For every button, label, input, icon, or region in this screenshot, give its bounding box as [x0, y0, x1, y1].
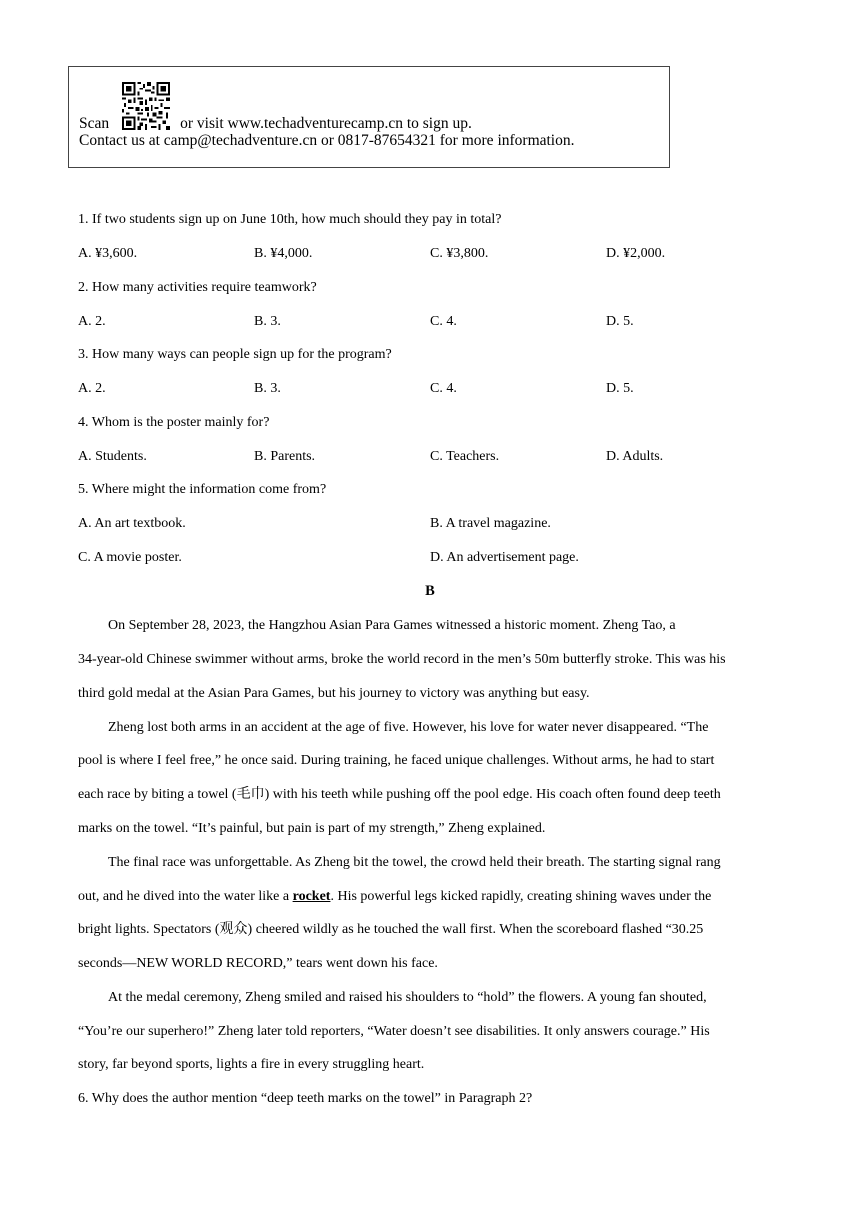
- question-5-option-c[interactable]: C. A movie poster.: [78, 550, 182, 565]
- section-b-title: B: [425, 583, 435, 599]
- passage-line: Zheng lost both arms in an accident at the age of five. However, his love for water never disappeared. “The: [108, 720, 709, 735]
- passage-text: . His powerful legs kicked rapidly, creating shining waves under the: [330, 889, 712, 904]
- passage-line: each race by biting a towel (毛巾) with his teeth while pushing off the pool edge. His coach often found deep teeth: [78, 787, 721, 802]
- question-2-option-d[interactable]: D. 5.: [606, 314, 634, 329]
- passage-line: At the medal ceremony, Zheng smiled and raised his shoulders to “hold” the flowers. A young fan shouted,: [108, 990, 707, 1005]
- passage-line: “You’re our superhero!” Zheng later told reporters, “Water doesn’t see disabilities. It only answers courage.” His: [78, 1024, 710, 1039]
- passage-line: third gold medal at the Asian Para Games, but his journey to victory was anything but easy.: [78, 686, 590, 701]
- question-1-option-a[interactable]: A. ¥3,600.: [78, 246, 138, 261]
- question-4-option-b[interactable]: B. Parents.: [254, 449, 316, 464]
- question-6-stem: 6. Why does the author mention “deep teeth marks on the towel” in Paragraph 2?: [78, 1091, 533, 1106]
- question-2-stem: 2. How many activities require teamwork?: [78, 280, 317, 295]
- passage-line: marks on the towel. “It’s painful, but pain is part of my strength,” Zheng explained.: [78, 821, 546, 836]
- question-4-option-c[interactable]: C. Teachers.: [430, 449, 500, 464]
- question-1-option-c[interactable]: C. ¥3,800.: [430, 246, 489, 261]
- question-5-option-d[interactable]: D. An advertisement page.: [430, 550, 579, 565]
- question-3-option-b[interactable]: B. 3.: [254, 381, 281, 396]
- visit-website-text: or visit www.techadventurecamp.cn to sign up.: [180, 115, 472, 132]
- question-3-option-d[interactable]: D. 5.: [606, 381, 634, 396]
- question-4-stem: 4. Whom is the poster mainly for?: [78, 415, 270, 430]
- question-2-option-b[interactable]: B. 3.: [254, 314, 281, 329]
- question-1-stem: 1. If two students sign up on June 10th, how much should they pay in total?: [78, 212, 502, 227]
- passage-text: out, and he dived into the water like a: [78, 889, 293, 904]
- question-4-option-a[interactable]: A. Students.: [78, 449, 147, 464]
- question-2-option-a[interactable]: A. 2.: [78, 314, 106, 329]
- passage-line: 34-year-old Chinese swimmer without arms, broke the world record in the men’s 50m butterfly stroke. This was his: [78, 652, 726, 667]
- signup-info-box: [68, 66, 670, 168]
- passage-line: On September 28, 2023, the Hangzhou Asian Para Games witnessed a historic moment. Zheng Tao, a: [108, 618, 676, 633]
- contact-line: Contact us at camp@techadventure.cn or 0817-87654321 for more information.: [79, 132, 575, 149]
- question-5-stem: 5. Where might the information come from?: [78, 482, 327, 497]
- scan-label: Scan: [79, 115, 110, 132]
- question-3-option-c[interactable]: C. 4.: [430, 381, 457, 396]
- passage-line: story, far beyond sports, lights a fire in every struggling heart.: [78, 1057, 425, 1072]
- passage-line: seconds—NEW WORLD RECORD,” tears went down his face.: [78, 956, 438, 971]
- question-1-option-b[interactable]: B. ¥4,000.: [254, 246, 313, 261]
- question-2-option-c[interactable]: C. 4.: [430, 314, 457, 329]
- question-5-option-b[interactable]: B. A travel magazine.: [430, 516, 551, 531]
- signup-line: [79, 115, 472, 133]
- passage-line: [78, 888, 711, 906]
- question-4-option-d[interactable]: D. Adults.: [606, 449, 664, 464]
- question-3-option-a[interactable]: A. 2.: [78, 381, 106, 396]
- passage-line: pool is where I feel free,” he once said. During training, he faced unique challenges. Without arms, he had to start: [78, 753, 715, 768]
- question-3-stem: 3. How many ways can people sign up for the program?: [78, 347, 392, 362]
- passage-line: bright lights. Spectators (观众) cheered wildly as he touched the wall first. When the scoreboard flashed “30.25: [78, 922, 704, 937]
- passage-line: The final race was unforgettable. As Zheng bit the towel, the crowd held their breath. The starting signal rang: [108, 855, 721, 870]
- question-1-option-d[interactable]: D. ¥2,000.: [606, 246, 666, 261]
- question-5-option-a[interactable]: A. An art textbook.: [78, 516, 186, 531]
- keyword-rocket: rocket: [292, 889, 331, 904]
